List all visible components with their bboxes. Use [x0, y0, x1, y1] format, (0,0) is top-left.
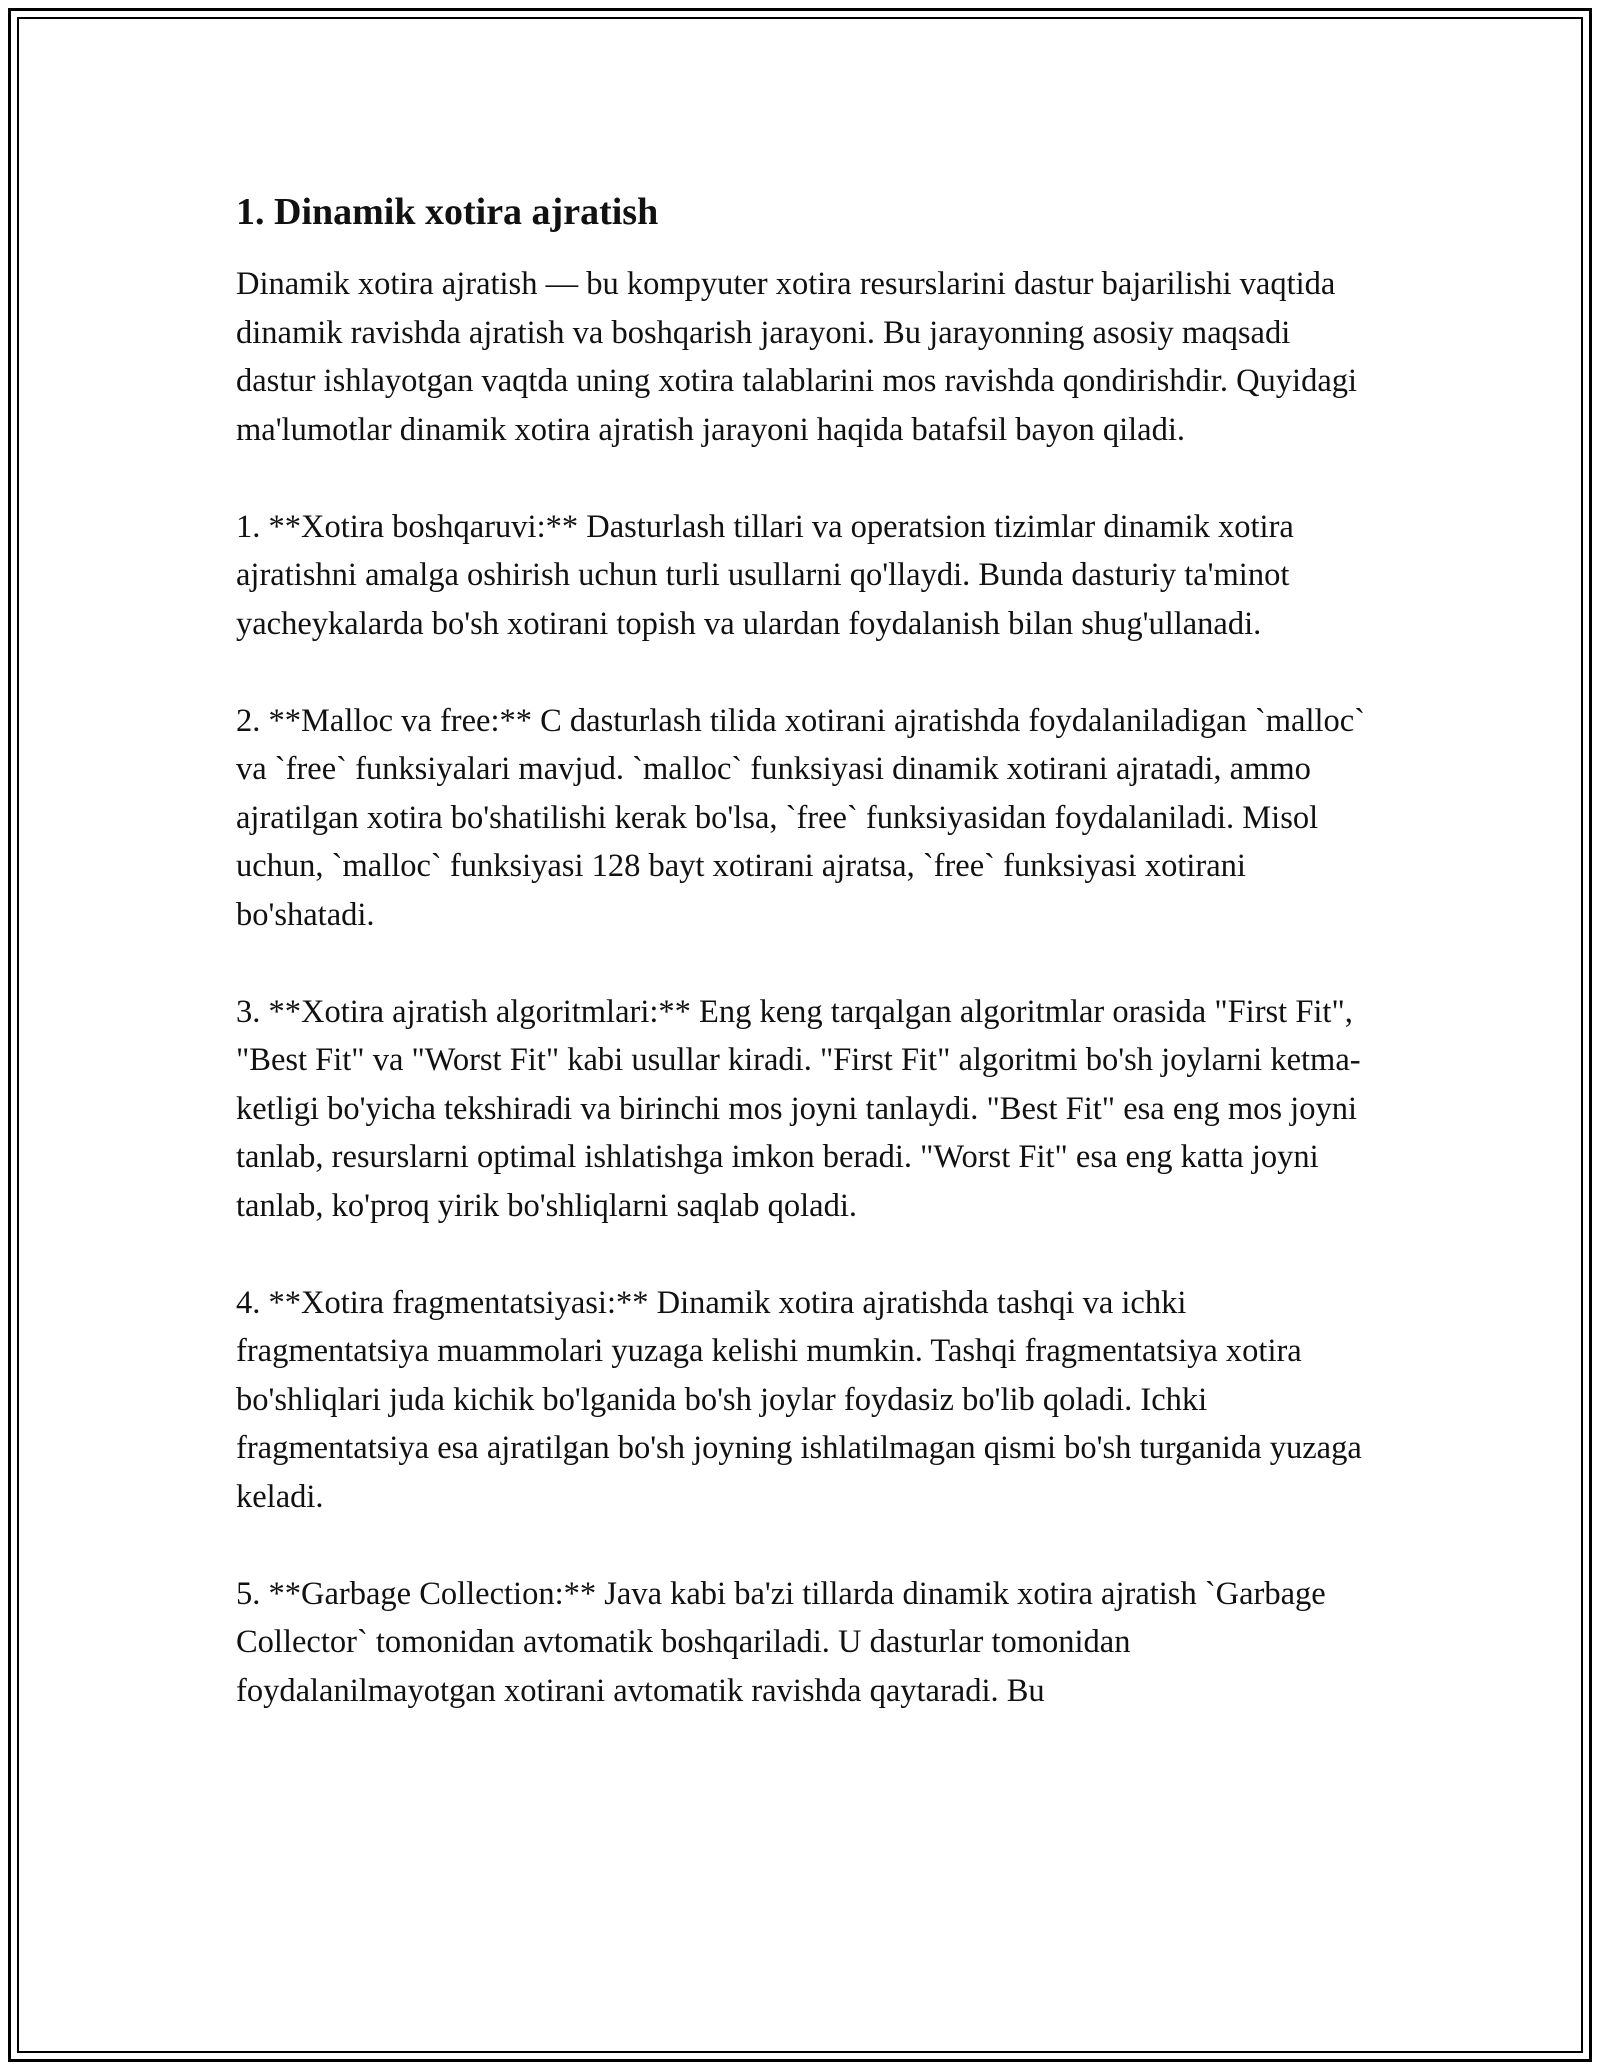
list-item-garbage-collection: 5. **Garbage Collection:** Java kabi ba'zi tillarda dinamik xotira ajratish `Garbage Collector` tomonidan avtomatik boshqariladi. U dasturlar tomonidan foydalanilmayotgan xotirani avtomatik ravishda qaytaradi. Bu — [236, 1575, 1326, 1709]
document-body — [236, 188, 1376, 1764]
intro-paragraph: Dinamik xotira ajratish — bu kompyuter xotira resurslarini dastur bajarilishi vaqtida dinamik ravishda ajratish va boshqarish jarayoni. Bu jarayonning asosiy maqsadi dastur ishlayotgan vaqtda uning xotira talablarini mos ravishda qondirishdir. Quyidagi ma'lumotlar dinamik xotira ajratish jarayoni haqida batafsil bayon qiladi. — [236, 266, 1358, 448]
list-item-malloc-free: 2. **Malloc va free:** C dasturlash tilida xotirani ajratishda foydalaniladigan `malloc` va `free` funksiyalari mavjud. `malloc` funksiyasi dinamik xotirani ajratadi, ammo ajratilgan xotira bo'shatilishi kerak bo'lsa, `free` funksiyasidan foydalaniladi. Misol uchun, `malloc` funksiyasi 128 bayt xotirani ajratsa, `free` funksiyasi xotirani bo'shatadi. — [236, 702, 1366, 933]
list-item-allocation-algorithms: 3. **Xotira ajratish algoritmlari:** Eng keng tarqalgan algoritmlar orasida "First Fit", "Best Fit" va "Worst Fit" kabi usullar kiradi. "First Fit" algoritmi bo'sh joylarni ketma-ketligi bo'yicha tekshiradi va birinchi mos joyni tanlaydi. "Best Fit" esa eng mos joyni tanlab, resurslarni optimal ishlatishga imkon beradi. "Worst Fit" esa eng katta joyni tanlab, ko'proq yirik bo'shliqlarni saqlab qoladi. — [236, 993, 1361, 1224]
list-item-fragmentation: 4. **Xotira fragmentatsiyasi:** Dinamik xotira ajratishda tashqi va ichki fragmentatsiya muammolari yuzaga kelishi mumkin. Tashqi fragmentatsiya xotira bo'shliqlari juda kichik bo'lganida bo'sh joylar foydasiz bo'lib qoladi. Ichki fragmentatsiya esa ajratilgan bo'sh joyning ishlatilmagan qismi bo'sh turganida yuzaga keladi. — [236, 1284, 1362, 1515]
list-item-memory-management: 1. **Xotira boshqaruvi:** Dasturlash tillari va operatsion tizimlar dinamik xotira ajratishni amalga oshirish uchun turli usullarni qo'llaydi. Bunda dasturiy ta'minot yacheykalarda bo'sh xotirani topish va ulardan foydalanish bilan shug'ullanadi. — [236, 508, 1294, 642]
section-heading: 1. Dinamik xotira ajratish — [236, 191, 659, 233]
